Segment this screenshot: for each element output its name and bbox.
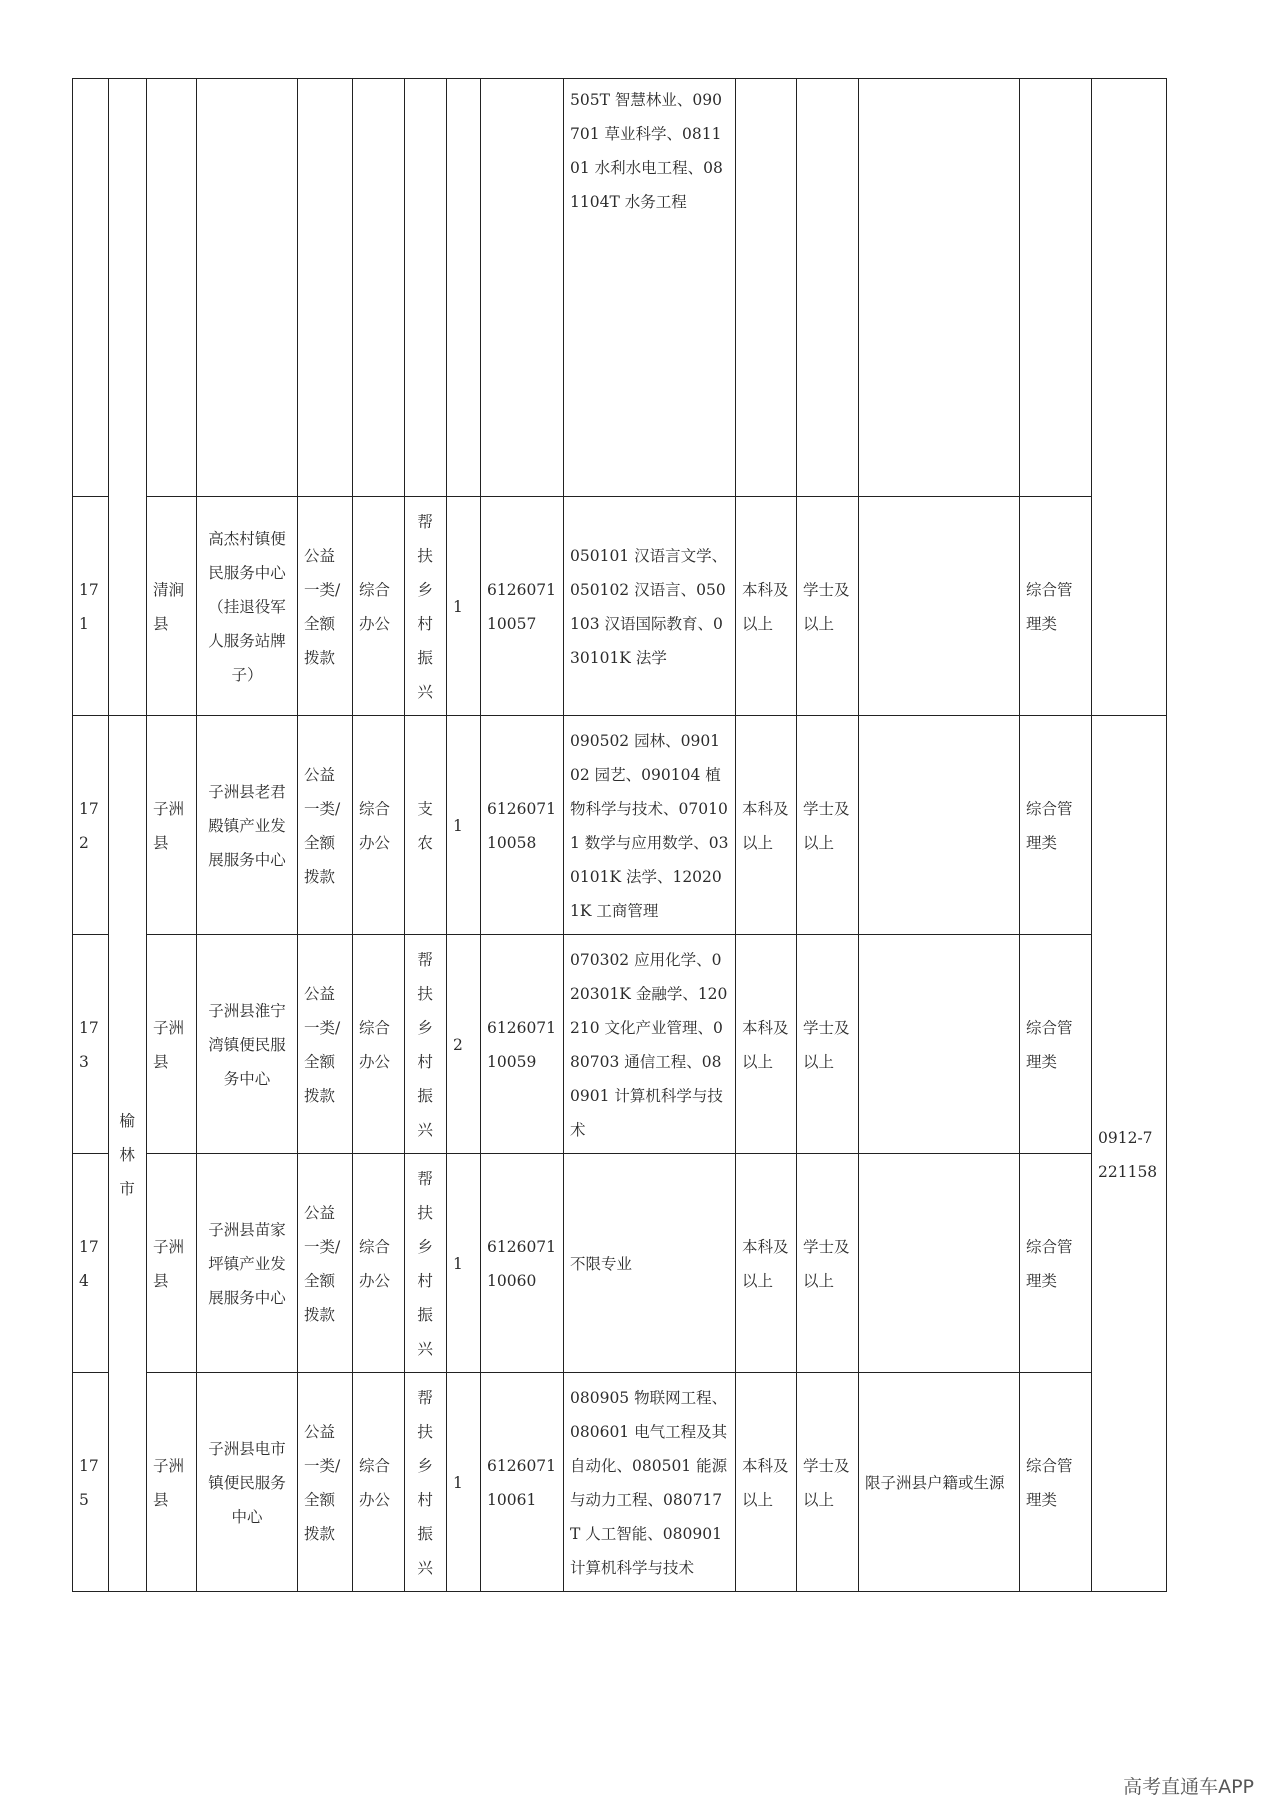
- cell-type: 公益一类/全额拨款: [298, 716, 353, 935]
- cell-post: [405, 497, 447, 716]
- watermark-text: 高考直通车APP: [1123, 1776, 1254, 1798]
- cell-county: 清涧县: [147, 497, 197, 716]
- cell-major: 090502 园林、090102 园艺、090104 植物科学与技术、070101 数学与应用数学、030101K 法学、120201K 工商管理: [564, 716, 736, 935]
- cell-other: 限子洲县户籍或生源: [859, 1373, 1020, 1592]
- cell-education: 本科及以上: [736, 497, 797, 716]
- cell-education: 本科及以上: [736, 935, 797, 1154]
- cell-dept: 综合办公: [353, 1154, 405, 1373]
- cell-category: 综合管理类: [1020, 1373, 1092, 1592]
- cell-other: [859, 935, 1020, 1154]
- cell-unit: 子洲县淮宁湾镇便民服务中心: [197, 935, 298, 1154]
- cell-dept: 综合办公: [353, 716, 405, 935]
- cell-major: 050101 汉语言文学、050102 汉语言、050103 汉语国际教育、030101K 法学: [564, 497, 736, 716]
- cell-unit: 子洲县老君殿镇产业发展服务中心: [197, 716, 298, 935]
- cell-unit: 子洲县苗家坪镇产业发展服务中心: [197, 1154, 298, 1373]
- cell-post: [405, 1154, 447, 1373]
- cell-category: 综合管理类: [1020, 497, 1092, 716]
- cell-type: 公益一类/全额拨款: [298, 1373, 353, 1592]
- cell-education: 本科及以上: [736, 1373, 797, 1592]
- cell-major: 070302 应用化学、020301K 金融学、120210 文化产业管理、080703 通信工程、080901 计算机科学与技术: [564, 935, 736, 1154]
- cell-other: [859, 716, 1020, 935]
- cell-unit: [197, 79, 298, 497]
- cell-code: 612607110059: [481, 935, 564, 1154]
- cell-county: 子洲县: [147, 1154, 197, 1373]
- cell-count: 1: [447, 497, 481, 716]
- cell-county: 子洲县: [147, 1373, 197, 1592]
- cell-unit: 高杰村镇便民服务中心（挂退役军人服务站牌子）: [197, 497, 298, 716]
- cell-post-text: 帮扶乡村振兴: [417, 1389, 433, 1577]
- cell-education: [736, 79, 797, 497]
- table-row: [73, 716, 1167, 935]
- cell-code: [481, 79, 564, 497]
- table-row: [73, 935, 1167, 1154]
- cell-phone: 0912-7221158: [1092, 716, 1167, 1592]
- cell-post-text: 帮扶乡村振兴: [417, 1170, 433, 1358]
- cell-no: 172: [73, 716, 109, 935]
- cell-education: 本科及以上: [736, 716, 797, 935]
- cell-count: 1: [447, 716, 481, 935]
- cell-category: 综合管理类: [1020, 935, 1092, 1154]
- cell-post: [405, 716, 447, 935]
- cell-degree: 学士及以上: [797, 497, 859, 716]
- cell-degree: [797, 79, 859, 497]
- cell-post: [405, 935, 447, 1154]
- recruitment-table: [72, 78, 1167, 1592]
- cell-dept: 综合办公: [353, 1373, 405, 1592]
- cell-degree: 学士及以上: [797, 1154, 859, 1373]
- cell-no: 173: [73, 935, 109, 1154]
- cell-dept: [353, 79, 405, 497]
- cell-code: 612607110061: [481, 1373, 564, 1592]
- cell-count: 2: [447, 935, 481, 1154]
- cell-county: 子洲县: [147, 935, 197, 1154]
- cell-major: 不限专业: [564, 1154, 736, 1373]
- cell-code: 612607110058: [481, 716, 564, 935]
- cell-code: 612607110057: [481, 497, 564, 716]
- cell-major: 080905 物联网工程、080601 电气工程及其自动化、080501 能源与动力工程、080717T 人工智能、080901 计算机科学与技术: [564, 1373, 736, 1592]
- cell-dept: 综合办公: [353, 935, 405, 1154]
- cell-type: 公益一类/全额拨款: [298, 497, 353, 716]
- cell-post-text: 帮扶乡村振兴: [417, 951, 433, 1139]
- cell-post: [405, 1373, 447, 1592]
- cell-code: 612607110060: [481, 1154, 564, 1373]
- cell-major: 505T 智慧林业、090701 草业科学、081101 水利水电工程、081104T 水务工程: [564, 79, 736, 497]
- cell-city: [109, 716, 147, 1592]
- cell-degree: 学士及以上: [797, 716, 859, 935]
- cell-unit: 子洲县电市镇便民服务中心: [197, 1373, 298, 1592]
- cell-county: 子洲县: [147, 716, 197, 935]
- cell-other: [859, 1154, 1020, 1373]
- cell-post-text: 支农: [417, 800, 433, 852]
- cell-post: [405, 79, 447, 497]
- cell-phone-upper: [1092, 79, 1167, 716]
- cell-dept: 综合办公: [353, 497, 405, 716]
- cell-type: 公益一类/全额拨款: [298, 935, 353, 1154]
- cell-degree: 学士及以上: [797, 935, 859, 1154]
- cell-count: 1: [447, 1373, 481, 1592]
- cell-type: 公益一类/全额拨款: [298, 1154, 353, 1373]
- cell-degree: 学士及以上: [797, 1373, 859, 1592]
- table-row: [73, 1154, 1167, 1373]
- cell-city-upper: [109, 79, 147, 716]
- table-row: [73, 497, 1167, 716]
- table-row: [73, 1373, 1167, 1592]
- continuation-row: [73, 79, 1167, 497]
- cell-post-text: 帮扶乡村振兴: [417, 513, 433, 701]
- cell-count: [447, 79, 481, 497]
- cell-count: 1: [447, 1154, 481, 1373]
- cell-no: 174: [73, 1154, 109, 1373]
- cell-category: 综合管理类: [1020, 1154, 1092, 1373]
- cell-no: 171: [73, 497, 109, 716]
- city-text: 榆林市: [119, 1111, 135, 1198]
- cell-type: [298, 79, 353, 497]
- cell-no: [73, 79, 109, 497]
- cell-other: [859, 497, 1020, 716]
- cell-county: [147, 79, 197, 497]
- cell-category: 综合管理类: [1020, 716, 1092, 935]
- cell-other: [859, 79, 1020, 497]
- cell-education: 本科及以上: [736, 1154, 797, 1373]
- cell-category: [1020, 79, 1092, 497]
- cell-no: 175: [73, 1373, 109, 1592]
